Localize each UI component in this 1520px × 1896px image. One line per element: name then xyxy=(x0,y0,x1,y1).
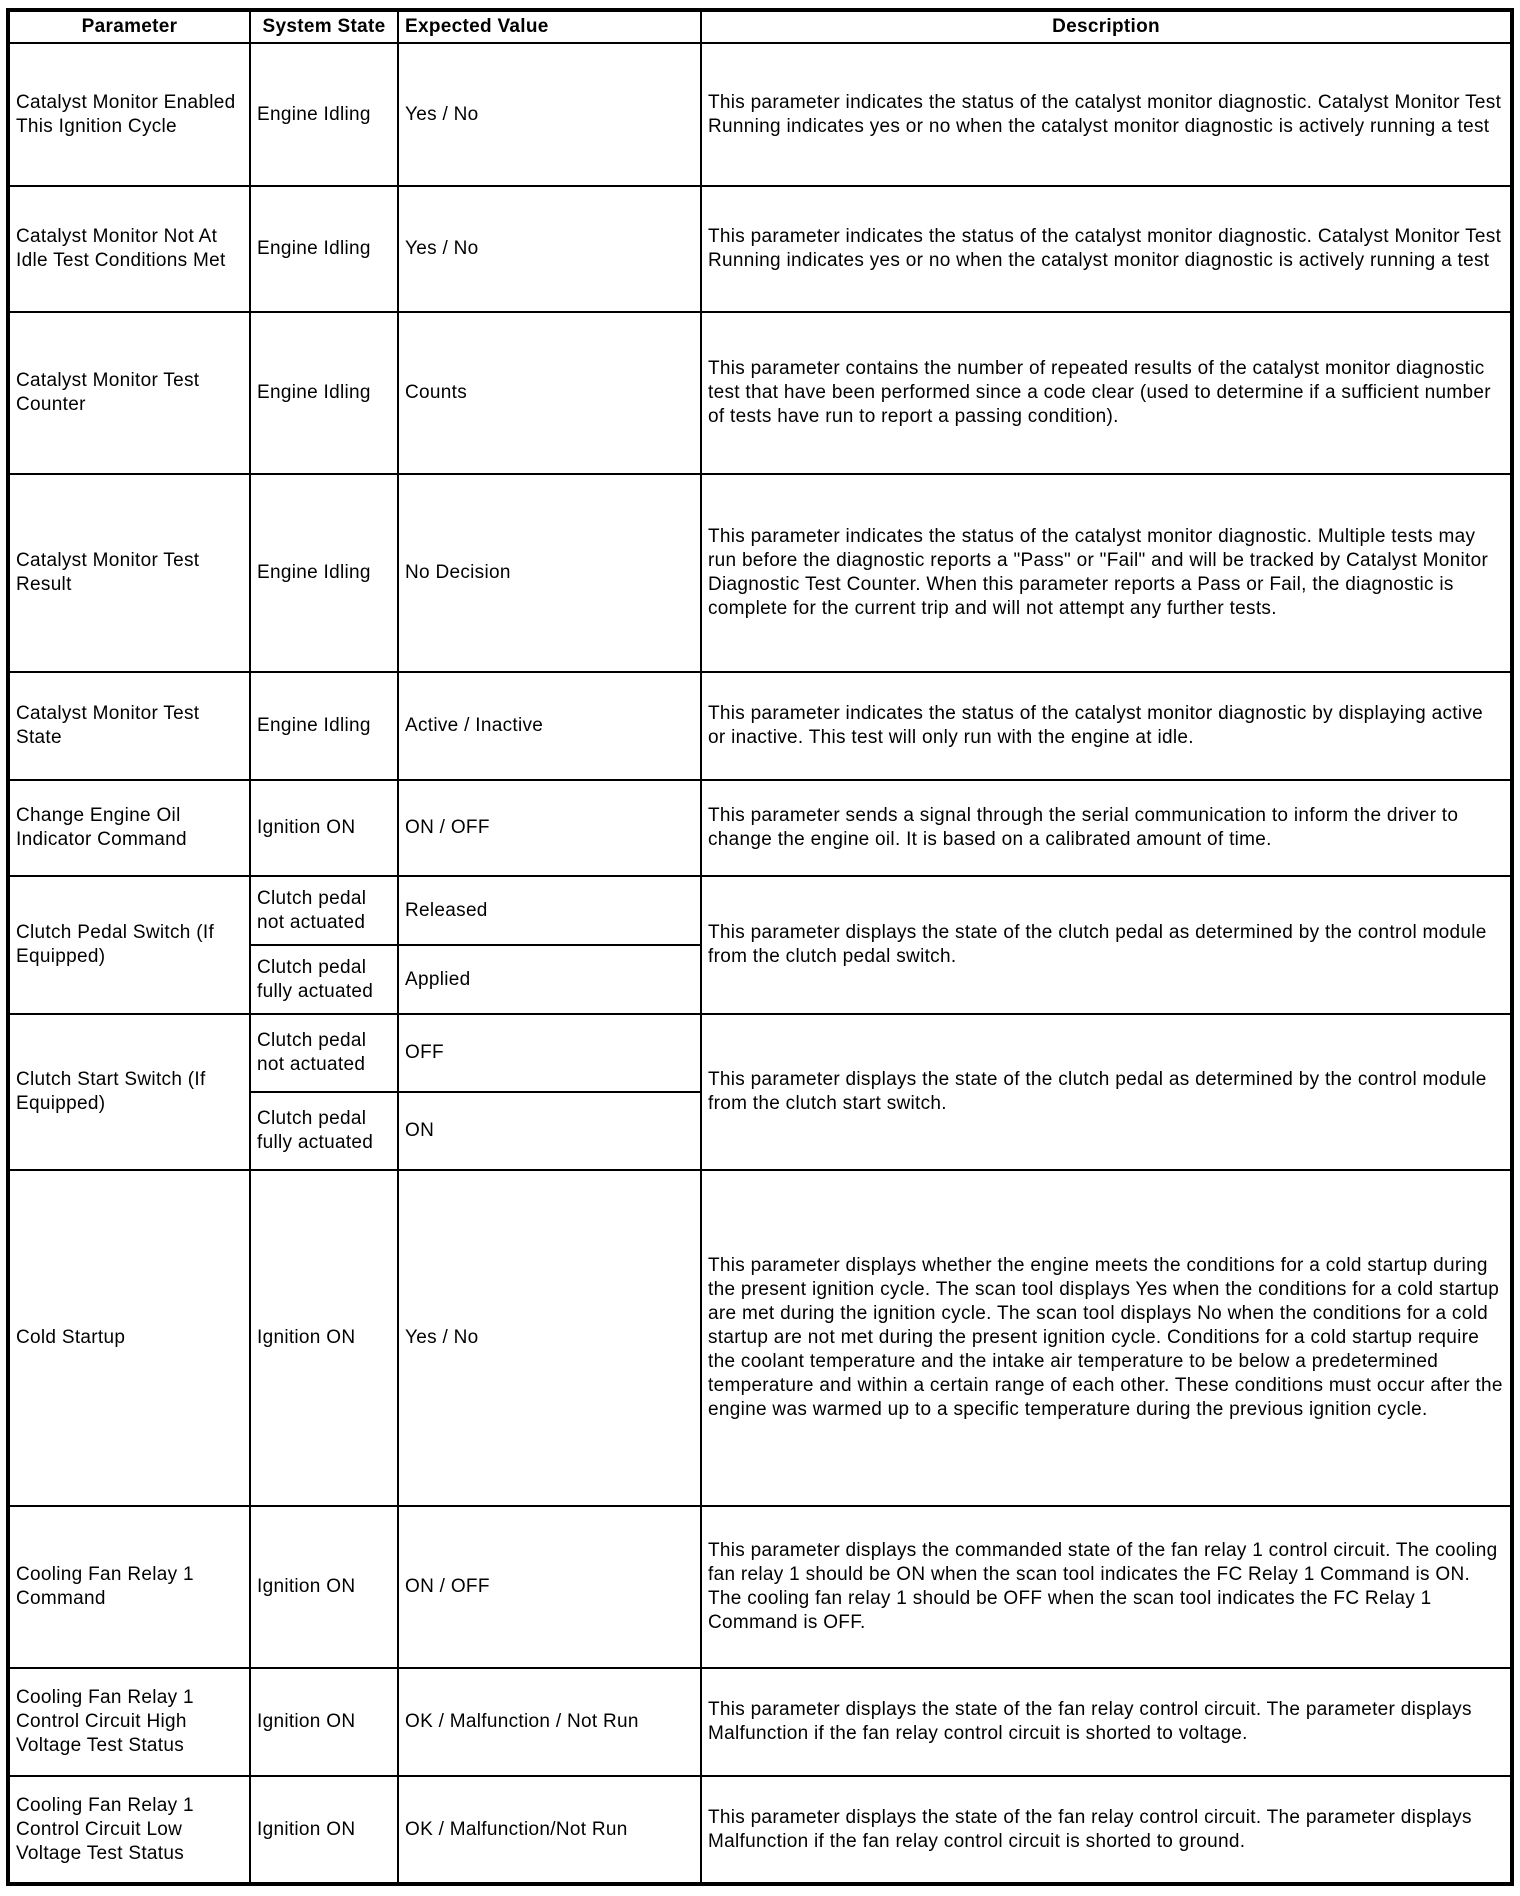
parameter-cell: Cold Startup xyxy=(8,1170,250,1506)
table-row xyxy=(8,1170,1512,1506)
expected-value-cell: Yes / No xyxy=(398,1170,701,1506)
system-state-cell: Engine Idling xyxy=(250,474,398,672)
parameter-table xyxy=(6,8,1514,1886)
table-row xyxy=(8,672,1512,780)
system-state-cell: Clutch pedal fully actuated xyxy=(250,1092,398,1170)
header-row xyxy=(8,10,1512,43)
description-cell: This parameter indicates the status of the catalyst monitor diagnostic. Catalyst Monitor Test Running indicates yes or no when the catalyst monitor diagnostic is actively running a test xyxy=(701,186,1512,312)
expected-value-cell: Released xyxy=(398,876,701,945)
column-header-parameter: Parameter xyxy=(8,10,250,43)
parameter-cell: Catalyst Monitor Enabled This Ignition Cycle xyxy=(8,43,250,186)
description-cell: This parameter indicates the status of the catalyst monitor diagnostic. Multiple tests may run before the diagnostic reports a "Pass" or "Fail" and will be tracked by Catalyst Monitor Diagnostic Test Counter. When this parameter reports a Pass or Fail, the diagnostic is complete for the current trip and will not attempt any further tests. xyxy=(701,474,1512,672)
expected-value-cell: ON / OFF xyxy=(398,780,701,876)
parameter-cell: Cooling Fan Relay 1 Command xyxy=(8,1506,250,1668)
description-cell: This parameter displays the state of the clutch pedal as determined by the control module from the clutch pedal switch. xyxy=(701,876,1512,1014)
system-state-cell: Ignition ON xyxy=(250,1506,398,1668)
system-state-cell: Clutch pedal not actuated xyxy=(250,876,398,945)
parameter-cell: Cooling Fan Relay 1 Control Circuit Low Voltage Test Status xyxy=(8,1776,250,1884)
system-state-cell: Engine Idling xyxy=(250,312,398,474)
expected-value-cell: Applied xyxy=(398,945,701,1014)
expected-value-cell: OFF xyxy=(398,1014,701,1092)
parameter-cell: Cooling Fan Relay 1 Control Circuit High Voltage Test Status xyxy=(8,1668,250,1776)
parameter-cell: Change Engine Oil Indicator Command xyxy=(8,780,250,876)
expected-value-cell: Yes / No xyxy=(398,186,701,312)
description-cell: This parameter indicates the status of the catalyst monitor diagnostic. Catalyst Monitor Test Running indicates yes or no when the catalyst monitor diagnostic is actively running a test xyxy=(701,43,1512,186)
table-row xyxy=(8,312,1512,474)
system-state-cell: Ignition ON xyxy=(250,1668,398,1776)
table-row xyxy=(8,1668,1512,1776)
system-state-cell: Engine Idling xyxy=(250,43,398,186)
table-row xyxy=(8,1014,1512,1092)
expected-value-cell: Yes / No xyxy=(398,43,701,186)
parameter-cell: Catalyst Monitor Test Result xyxy=(8,474,250,672)
description-cell: This parameter sends a signal through the serial communication to inform the driver to change the engine oil. It is based on a calibrated amount of time. xyxy=(701,780,1512,876)
system-state-cell: Clutch pedal fully actuated xyxy=(250,945,398,1014)
table-row xyxy=(8,43,1512,186)
description-cell: This parameter contains the number of repeated results of the catalyst monitor diagnostic test that have been performed since a code clear (used to determine if a sufficient number of tests have run to report a passing condition). xyxy=(701,312,1512,474)
expected-value-cell: Counts xyxy=(398,312,701,474)
system-state-cell: Clutch pedal not actuated xyxy=(250,1014,398,1092)
parameter-cell: Catalyst Monitor Test Counter xyxy=(8,312,250,474)
expected-value-cell: Active / Inactive xyxy=(398,672,701,780)
parameter-cell: Catalyst Monitor Not At Idle Test Conditions Met xyxy=(8,186,250,312)
expected-value-cell: ON xyxy=(398,1092,701,1170)
description-cell: This parameter displays whether the engine meets the conditions for a cold startup during the present ignition cycle. The scan tool displays Yes when the conditions for a cold startup are met during the ignition cycle. The scan tool displays No when the conditions for a cold startup are not met during the present ignition cycle. Conditions for a cold startup require the coolant temperature and the intake air temperature to be below a predetermined temperature and within a certain range of each other. These conditions must occur after the engine was warmed up to a specific temperature during the previous ignition cycle. xyxy=(701,1170,1512,1506)
expected-value-cell: OK / Malfunction/Not Run xyxy=(398,1776,701,1884)
table-row xyxy=(8,186,1512,312)
expected-value-cell: ON / OFF xyxy=(398,1506,701,1668)
system-state-cell: Engine Idling xyxy=(250,672,398,780)
system-state-cell: Ignition ON xyxy=(250,1170,398,1506)
system-state-cell: Ignition ON xyxy=(250,1776,398,1884)
expected-value-cell: No Decision xyxy=(398,474,701,672)
table-row xyxy=(8,876,1512,945)
description-cell: This parameter displays the state of the clutch pedal as determined by the control module from the clutch start switch. xyxy=(701,1014,1512,1170)
expected-value-cell: OK / Malfunction / Not Run xyxy=(398,1668,701,1776)
table-row xyxy=(8,1506,1512,1668)
table-row xyxy=(8,780,1512,876)
table-row xyxy=(8,474,1512,672)
table-row xyxy=(8,1776,1512,1884)
parameter-cell: Catalyst Monitor Test State xyxy=(8,672,250,780)
description-cell: This parameter displays the state of the fan relay control circuit. The parameter displays Malfunction if the fan relay control circuit is shorted to voltage. xyxy=(701,1668,1512,1776)
column-header-description: Description xyxy=(701,10,1512,43)
description-cell: This parameter displays the commanded state of the fan relay 1 control circuit. The cooling fan relay 1 should be ON when the scan tool indicates the FC Relay 1 Command is ON. The cooling fan relay 1 should be OFF when the scan tool indicates the FC Relay 1 Command is OFF. xyxy=(701,1506,1512,1668)
parameter-cell: Clutch Start Switch (If Equipped) xyxy=(8,1014,250,1170)
column-header-expected-value: Expected Value xyxy=(398,10,701,43)
description-cell: This parameter displays the state of the fan relay control circuit. The parameter displays Malfunction if the fan relay control circuit is shorted to ground. xyxy=(701,1776,1512,1884)
system-state-cell: Ignition ON xyxy=(250,780,398,876)
system-state-cell: Engine Idling xyxy=(250,186,398,312)
table-body xyxy=(8,43,1512,1884)
parameter-cell: Clutch Pedal Switch (If Equipped) xyxy=(8,876,250,1014)
column-header-system-state: System State xyxy=(250,10,398,43)
description-cell: This parameter indicates the status of the catalyst monitor diagnostic by displaying active or inactive. This test will only run with the engine at idle. xyxy=(701,672,1512,780)
